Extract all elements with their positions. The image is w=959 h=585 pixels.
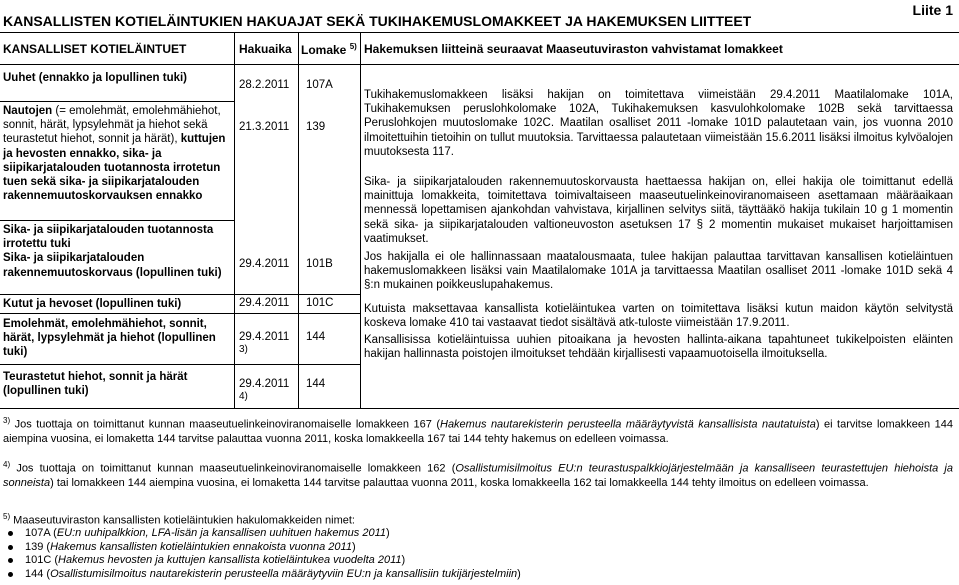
liitteet-text-5: Kansallisissa kotieläintuissa uuhien pitoaikana ja hevosten hallinta-aikana tapahtuneet tukikelpoisten eläinten hakijan hallinnasta poistojen ilmoitukset tehdään kirjallisesti vapaamuotoisella ilmoituksella. [364, 334, 953, 361]
row-teurastetut-hakuaika: 29.4.2011 [239, 378, 290, 390]
row-teurastetut-tuki: Teurastetut hiehot, sonnit ja härät (lopullinen tuki) [3, 371, 188, 398]
list-item: 101C (Hakemus hevosten ja kuttujen kansallista kotieläintukea vuodelta 2011) [3, 554, 953, 568]
row-uuhet-lomake: 107A [306, 79, 333, 91]
column-divider [298, 32, 299, 408]
liitteet-text-4: Kutuista maksettavaa kansallista kotieläintukea varten on toimitettava lisäksi kutun maidon käytön selvitystä koskeva lomake 410 tai vastaavat tiedot sisältävä atk-tuloste viimeistään 17.9.2011. [364, 303, 953, 330]
liitteet-text-3: Jos hakijalla ei ole hallinnassaan maatalousmaata, tulee hakijan palauttaa tarvittavan kansallisen kotieläintuen hakemuslomakkeen lisäksi vain Maatilalomake 101A ja tarvittaessa Maatilan osalliset 2011 -lomake 101D sekä 4 §:n mukainen poikkeuslupahakemus. [364, 251, 953, 292]
row-nautojen-tuki: Nautojen (= emolehmät, emolehmähiehot, sonnit, härät, lypsylehmät ja hiehot sekä teurastetut hiehot, sonnit ja härät), kuttujen ja hevosten ennakko, sika- ja siipikarjatalouden tuotannosta irrotetun tuen sekä sika- ja siipikarjatalouden rakennemuutoskorvauksen ennakko [3, 105, 226, 203]
row-kutut-tuki: Kutut ja hevoset (lopullinen tuki) [3, 298, 182, 310]
table-top-border [0, 32, 959, 33]
list-item: 107A (EU:n uuhipalkkion, LFA-lisän ja kansallisen uuhituen hakemus 2011) [3, 527, 953, 541]
header-hakuaika: Hakuaika [239, 42, 292, 56]
list-item: 144 (Osallistumisilmoitus nautarekisterin perusteella määräytyviin EU:n ja kansallisiin tukijärjestelmiin) [3, 568, 953, 582]
row-divider [0, 294, 360, 295]
row-divider [0, 313, 360, 314]
row-divider [0, 364, 360, 365]
row-emolehmat-note: 3) [239, 344, 248, 355]
liitteet-text-2: Sika- ja siipikarjatalouden rakennemuutoskorvausta haettaessa hakijan on, ellei hakija ole toimittanut edellä mainittuja lomakkeita, toimitettava toimivaltaiseen maaseutuelinkeinoviranomaiseen asettamaan määräaikaan mennessä lopettamisen ajankohdan vahvistava, kirjallinen selvitys siitä, täyttääkö hakija tukilain 10 g 1 momentin sekä sika- ja siipikarjatalouden valtioneuvoston asetuksen 17 § 2 momentin mukaiset mukaiset harjoittamisen vaatimukset. [364, 176, 953, 245]
row-kutut-lomake: 101C [306, 297, 334, 309]
row-teurastetut-note: 4) [239, 391, 248, 402]
form-names-list [3, 527, 953, 581]
header-lomake: Lomake $^{5)}$ [301, 42, 357, 57]
column-divider [234, 32, 235, 408]
column-divider [360, 32, 361, 408]
page-title: KANSALLISTEN KOTIELÄINTUKIEN HAKUAJAT SEKÄ TUKIHAKEMUSLOMAKKEET JA HAKEMUKSEN LIITTEET [3, 13, 752, 29]
list-item: 139 (Hakemus kansallisten kotieläintukien ennakoista vuonna 2011) [3, 541, 953, 555]
row-emolehmat-hakuaika: 29.4.2011 [239, 331, 290, 343]
footnote-4: $^{4)}$ Jos tuottaja on toimittanut kunnan maaseutuelinkeinoviranomaiselle lomakkeen 162 (Osallistumisilmoitus EU:n teurastuspalkkiojärjestelmään ja kansalliseen teurastettujen hiehoista ja sonneista) tai lomakkeen 144 aiempina vuosina, ei lomaketta 144 tarvitse palauttaa vuonna 2011, koska lomakkeella 162 tai lomakkeella 144 tehty ilmoitus on edelleen voimassa. [3, 460, 953, 489]
row-uuhet-hakuaika: 28.2.2011 [239, 79, 290, 91]
row-emolehmat-lomake: 144 [306, 331, 326, 343]
liitteet-text-1: Tukihakemuslomakkeen lisäksi hakijan on toimitettava viimeistään 29.4.2011 Maatilalomake 101A, Tukihakemuksen peruslohkolomake 102A, Tukihakemuksen kasvulohkolomake 102B sekä tarvittaessa Peruslohkojen muutoslomake 102C. Maatilan osalliset 2011 -lomake 101D palautetaan vain, jos vuonna 2010 ilmoitettuihin tietoihin on tullut muutoksia. Tarvittaessa palautetaan viimeistään 15.6.2011 lisäksi ilmoitus kylvöalojen muutoksesta 117. [364, 89, 953, 158]
row-kutut-hakuaika: 29.4.2011 [239, 297, 290, 309]
row-teurastetut-lomake: 144 [306, 378, 326, 390]
header-bottom-border [0, 64, 959, 65]
row-divider [0, 101, 234, 102]
header-tuki: KANSALLISET KOTIELÄINTUET [3, 42, 187, 56]
row-divider [0, 220, 234, 221]
row-nautojen-lomake: 139 [306, 121, 326, 133]
row-sika-lomake: 101B [306, 258, 333, 270]
table-bottom-border [0, 408, 959, 409]
row-sika-hakuaika: 29.4.2011 [239, 258, 290, 270]
row-emolehmat-tuki: Emolehmät, emolehmähiehot, sonnit, härät, lypsylehmät ja hiehot (lopullinen tuki) [3, 318, 216, 359]
footnote-5: $^{5)}$ Maaseutuviraston kansallisten kotieläintukien hakulomakkeiden nimet: [3, 512, 355, 527]
row-sika-tuki: Sika- ja siipikarjatalouden tuotannosta irrotettu tuki Sika- ja siipikarjatalouden rakennemuutoskorvaus (lopullinen tuki) [3, 224, 222, 279]
row-nautojen-hakuaika: 21.3.2011 [239, 121, 290, 133]
attachment-label: Liite 1 [912, 2, 953, 18]
footnote-3: $^{3)}$ Jos tuottaja on toimittanut kunnan maaseutuelinkeinoviranomaiselle lomakkeen 167 (Hakemus nautarekisterin perusteella määräytyvistä kansallisista nautatuista) ei tarvitse lomakkeen 144 aiempina vuosina, ei lomaketta 144 tarvitse palauttaa vuonna 2011, koska lomakkeella 167 tai 144 tehty hakemus on edelleen voimassa. [3, 416, 953, 445]
header-liitteet: Hakemuksen liitteinä seuraavat Maaseutuviraston vahvistamat lomakkeet [364, 42, 783, 56]
row-uuhet-tuki: Uuhet (ennakko ja lopullinen tuki) [3, 72, 188, 84]
